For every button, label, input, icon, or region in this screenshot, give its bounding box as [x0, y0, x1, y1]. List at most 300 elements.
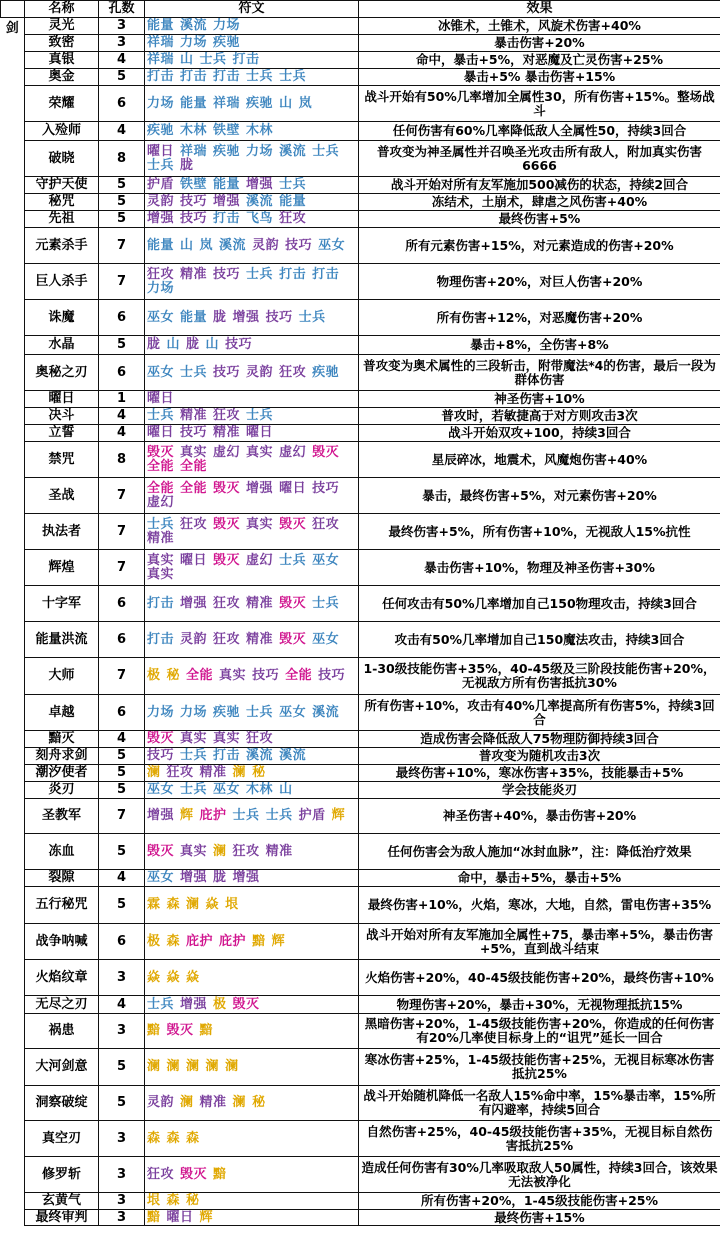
rune: 秘: [252, 1095, 266, 1110]
rune: 澜: [205, 1059, 220, 1074]
table-row: [1, 336, 720, 355]
runeword-name: 立誓: [25, 425, 99, 442]
hole-count: 6: [99, 622, 145, 658]
effect-text: 神圣伤害+40%，暴击伤害+20%: [359, 799, 720, 834]
rune: 全能: [186, 668, 214, 683]
rune-list: [145, 391, 359, 408]
rune: 澜: [147, 1059, 161, 1074]
hole-count: 3: [99, 1210, 145, 1226]
hole-count: 3: [99, 35, 145, 52]
rune-list: [145, 211, 359, 228]
effect-text: 最终伤害+5%，所有伤害+10%，无视敌人15%抗性: [359, 514, 720, 550]
rune: 森: [166, 933, 181, 949]
table-row: [1, 658, 720, 695]
rune: 澜: [166, 1059, 181, 1074]
rune: 焱: [147, 969, 161, 985]
rune: 全能: [147, 458, 175, 474]
effect-text: 所有元素伤害+15%，对元素造成的伤害+20%: [359, 228, 720, 264]
rune: 岚: [298, 95, 313, 111]
rune: 黯: [199, 1023, 214, 1038]
effect-text: 暴击伤害+10%，物理及神圣伤害+30%: [359, 550, 720, 586]
runeword-name: 水晶: [25, 336, 99, 355]
hole-count: 5: [99, 782, 145, 799]
rune-list: [145, 782, 359, 799]
rune: 毁灭: [312, 444, 340, 460]
rune-list: [145, 300, 359, 336]
effect-text: 战斗开始对所有友军施加500减伤的状态，持续2回合: [359, 177, 720, 194]
table-row: [1, 1086, 720, 1121]
runeword-name: 大河剑意: [25, 1049, 99, 1086]
effect-text: 普攻时，若敏捷高于对方则攻击3次: [359, 408, 720, 425]
runeword-name: 奥秘之刃: [25, 355, 99, 391]
effect-text: 所有伤害+10%，攻击有40%几率提高所有伤害5%，持续3回合: [359, 695, 720, 731]
table-row: [1, 834, 720, 870]
rune-list: [145, 622, 359, 658]
hole-count: 5: [99, 177, 145, 194]
rune: 毁灭: [279, 516, 307, 532]
runeword-name: 执法者: [25, 514, 99, 550]
rune: 曜日: [246, 425, 274, 440]
rune: 垠: [225, 897, 239, 912]
rune: 辉: [271, 933, 286, 949]
table-row: [1, 887, 720, 924]
rune: 辉: [331, 808, 346, 823]
table-row: [1, 765, 720, 782]
rune: 士兵: [180, 748, 208, 763]
rune: 曜日: [147, 391, 175, 406]
effect-text: 暴击+8%，全伤害+8%: [359, 336, 720, 355]
rune-list: [145, 194, 359, 211]
rune: 森: [166, 1130, 181, 1146]
rune: 疾驰: [213, 35, 241, 50]
table-row: [1, 425, 720, 442]
rune: 澜: [186, 897, 200, 912]
rune-list: [145, 264, 359, 300]
runeword-name: 修罗斩: [25, 1157, 99, 1193]
effect-text: 最终伤害+10%，火焰，寒冰，大地，自然，雷电伤害+35%: [359, 887, 720, 924]
rune: 澜: [180, 1095, 194, 1110]
rune: 毁灭: [279, 595, 307, 611]
runeword-name: 祸患: [25, 1014, 99, 1049]
rune-list: [145, 355, 359, 391]
hole-count: 4: [99, 996, 145, 1014]
rune: 真实: [180, 444, 208, 460]
table-row: [1, 194, 720, 211]
rune-list: [145, 731, 359, 748]
rune: 精准: [180, 266, 208, 282]
runeword-name: 致密: [25, 35, 99, 52]
rune-list: [145, 514, 359, 550]
hole-count: 3: [99, 960, 145, 996]
hole-count: 6: [99, 695, 145, 731]
rune: 打击: [147, 69, 175, 84]
rune: 能量: [180, 95, 208, 111]
rune: 打击: [279, 266, 307, 282]
runeword-name: 决斗: [25, 408, 99, 425]
rune: 胧: [147, 337, 161, 352]
rune: 真实: [219, 668, 247, 683]
rune: 力场: [246, 143, 274, 159]
table-row: [1, 695, 720, 731]
rune: 焱: [186, 969, 200, 985]
rune: 庇护: [199, 808, 227, 823]
rune: 虚幻: [246, 552, 274, 568]
rune-list: [145, 695, 359, 731]
rune: 山: [180, 52, 194, 67]
runeword-name: 真银: [25, 52, 99, 69]
hole-count: 4: [99, 731, 145, 748]
hole-count: 5: [99, 1086, 145, 1121]
effect-text: 冰锥术，土锥术，风旋术伤害+40%: [359, 18, 720, 35]
rune: 士兵: [147, 516, 175, 532]
rune: 铁壁: [213, 123, 241, 138]
table-row: [1, 122, 720, 141]
table-row: [1, 18, 720, 35]
rune: 士兵: [279, 552, 307, 568]
rune: 士兵: [312, 143, 340, 159]
runeword-name: 禁咒: [25, 442, 99, 478]
rune-list: [145, 1086, 359, 1121]
rune: 毁灭: [213, 516, 241, 532]
hole-count: 8: [99, 141, 145, 177]
rune-list: [145, 765, 359, 782]
rune: 士兵: [312, 595, 340, 611]
rune: 秘: [252, 765, 266, 780]
rune: 能量: [213, 177, 241, 192]
effect-text: 1-30级技能伤害+35%，40-45级及三阶段技能伤害+20%，无视敌方所有伤害抵抗30%: [359, 658, 720, 695]
rune: 士兵: [180, 782, 208, 797]
rune: 灵韵: [246, 364, 274, 380]
rune: 精准: [246, 595, 274, 611]
rune: 力场: [147, 704, 175, 720]
table-row: [1, 1193, 720, 1210]
rune: 士兵: [246, 408, 274, 423]
rune: 澜: [232, 1095, 247, 1110]
rune-list: [145, 425, 359, 442]
runeword-name: 五行秘咒: [25, 887, 99, 924]
hole-count: 5: [99, 748, 145, 765]
runeword-name: 曜日: [25, 391, 99, 408]
rune: 技巧: [285, 237, 313, 253]
hole-count: 7: [99, 658, 145, 695]
hole-count: 8: [99, 442, 145, 478]
rune-list: [145, 228, 359, 264]
rune: 增强: [180, 595, 208, 611]
rune: 胧: [180, 157, 194, 173]
rune: 胧: [213, 870, 227, 885]
rune: 山: [180, 237, 194, 253]
hole-count: 3: [99, 1157, 145, 1193]
hole-count: 7: [99, 550, 145, 586]
hole-count: 5: [99, 69, 145, 86]
rune-list: [145, 1157, 359, 1193]
hole-count: 4: [99, 425, 145, 442]
rune: 祥瑞: [147, 52, 175, 67]
runeword-name: 圣战: [25, 478, 99, 514]
rune: 毁灭: [213, 552, 241, 568]
runeword-name: 最终审判: [25, 1210, 99, 1226]
rune: 澜: [232, 765, 247, 780]
rune: 秘: [186, 1193, 200, 1208]
rune: 狂攻: [213, 595, 241, 611]
runeword-name: 玄黄气: [25, 1193, 99, 1210]
hole-count: 4: [99, 870, 145, 887]
runeword-name: 荣耀: [25, 86, 99, 122]
table-row: [1, 799, 720, 834]
rune: 黯: [147, 1209, 161, 1225]
rune: 巫女: [213, 782, 241, 797]
effect-text: 任何伤害会为敌人施加“冰封血脉”，注：降低治疗效果: [359, 834, 720, 870]
effect-text: 战斗开始随机降低一名敌人15%命中率，15%暴击率，15%所有闪避率，持续5回合: [359, 1086, 720, 1121]
table-body: [1, 18, 720, 1226]
table-row: [1, 300, 720, 336]
rune: 真实: [147, 552, 175, 568]
rune: 力场: [180, 35, 208, 50]
rune: 曜日: [166, 1209, 194, 1225]
rune: 护盾: [298, 808, 326, 823]
rune: 森: [166, 1193, 181, 1208]
table-row: [1, 1014, 720, 1049]
table-row: [1, 35, 720, 52]
rune: 霖: [147, 897, 161, 912]
runeword-name: 炎刃: [25, 782, 99, 799]
rune: 垠: [147, 1193, 161, 1208]
rune: 澜: [186, 1059, 200, 1074]
rune: 山: [279, 782, 293, 797]
effect-text: 命中，暴击+5%，暴击+5%: [359, 870, 720, 887]
rune: 曜日: [147, 425, 175, 440]
table-row: [1, 586, 720, 622]
rune-list: [145, 550, 359, 586]
rune: 焱: [166, 969, 181, 985]
rune: 打击: [312, 266, 340, 282]
rune: 胧: [213, 309, 227, 325]
rune: 士兵: [147, 996, 175, 1012]
rune: 能量: [147, 237, 175, 253]
rune: 打击: [213, 69, 241, 84]
hole-count: 5: [99, 211, 145, 228]
runeword-name: 能量洪流: [25, 622, 99, 658]
rune-list: [145, 799, 359, 834]
rune: 技巧: [225, 337, 253, 352]
runeword-name: 裂隙: [25, 870, 99, 887]
rune: 狂攻: [246, 731, 274, 746]
rune: 灵韵: [252, 237, 280, 253]
rune: 技巧: [252, 668, 280, 683]
rune: 技巧: [180, 425, 208, 440]
rune-list: [145, 658, 359, 695]
rune-list: [145, 122, 359, 141]
rune: 毁灭: [147, 843, 175, 859]
header-row: [1, 1, 720, 18]
hole-count: 5: [99, 1049, 145, 1086]
effect-text: 造成任何伤害有30%几率吸取敌人50属性，持续3回合，该效果无法被净化: [359, 1157, 720, 1193]
rune: 灵韵: [147, 194, 175, 209]
rune-list: [145, 870, 359, 887]
runeword-name: 冻血: [25, 834, 99, 870]
rune: 增强: [232, 309, 260, 325]
effect-text: 普攻变为奥术属性的三段斩击，附带魔法*4的伤害，最后一段为群体伤害: [359, 355, 720, 391]
effect-text: 普攻变为随机攻击3次: [359, 748, 720, 765]
runeword-name: 灵光: [25, 18, 99, 35]
rune: 祥瑞: [180, 143, 208, 159]
table-row: [1, 550, 720, 586]
rune: 技巧: [312, 480, 340, 496]
hole-count: 6: [99, 924, 145, 960]
rune: 山: [166, 337, 181, 352]
table-row: [1, 408, 720, 425]
table-row: [1, 228, 720, 264]
rune: 真实: [246, 516, 274, 532]
rune: 士兵: [246, 266, 274, 282]
effect-text: 普攻变为神圣属性并召唤圣光攻击所有敌人，附加真实伤害6666: [359, 141, 720, 177]
rune: 精准: [180, 408, 208, 423]
rune-list: [145, 1049, 359, 1086]
rune: 能量: [180, 309, 208, 325]
rune-list: [145, 442, 359, 478]
rune: 祥瑞: [213, 95, 241, 111]
rune: 溪流: [246, 748, 274, 763]
rune: 增强: [246, 177, 274, 192]
rune-list: [145, 924, 359, 960]
rune: 技巧: [213, 266, 241, 282]
effect-text: 所有伤害+12%，对恶魔伤害+20%: [359, 300, 720, 336]
rune: 全能: [147, 480, 175, 496]
runeword-name: 破晓: [25, 141, 99, 177]
effect-text: 暴击+5% 暴击伤害+15%: [359, 69, 720, 86]
rune: 巫女: [312, 552, 340, 568]
rune: 岚: [199, 237, 214, 253]
runeword-name: 辉煌: [25, 550, 99, 586]
rune: 技巧: [147, 748, 175, 763]
hole-count: 6: [99, 300, 145, 336]
rune: 力场: [180, 704, 208, 720]
table-row: [1, 1049, 720, 1086]
rune: 澜: [225, 1059, 239, 1074]
header-category: [1, 1, 25, 18]
runeword-name: 洞察破绽: [25, 1086, 99, 1121]
rune: 士兵: [147, 408, 175, 423]
rune: 山: [279, 95, 293, 111]
rune: 精准: [246, 631, 274, 647]
rune: 打击: [232, 52, 260, 67]
hole-count: 4: [99, 122, 145, 141]
rune: 溪流: [180, 18, 208, 33]
rune-list: [145, 18, 359, 35]
effect-text: 造成伤害会降低敌人75物理防御持续3回合: [359, 731, 720, 748]
table-row: [1, 514, 720, 550]
rune: 狂攻: [279, 211, 307, 226]
rune: 庇护: [219, 933, 247, 949]
rune: 疾驰: [213, 143, 241, 159]
rune: 狂攻: [312, 516, 340, 532]
hole-count: 3: [99, 18, 145, 35]
rune: 打击: [213, 211, 241, 226]
rune: 庇护: [186, 933, 214, 949]
effect-text: 战斗开始对所有友军施加全属性+75，暴击率+5%，暴击伤害+5%，直到战斗结束: [359, 924, 720, 960]
rune: 狂攻: [232, 843, 260, 859]
hole-count: 7: [99, 228, 145, 264]
table-row: [1, 86, 720, 122]
rune-list: [145, 35, 359, 52]
table-row: [1, 141, 720, 177]
hole-count: 7: [99, 264, 145, 300]
rune: 护盾: [147, 177, 175, 192]
runeword-name: 入殓师: [25, 122, 99, 141]
hole-count: 4: [99, 408, 145, 425]
rune: 森: [166, 897, 181, 912]
table-row: [1, 52, 720, 69]
rune-list: [145, 996, 359, 1014]
rune: 增强: [180, 870, 208, 885]
rune: 曜日: [147, 143, 175, 159]
hole-count: 5: [99, 765, 145, 782]
table-row: [1, 748, 720, 765]
rune: 力场: [147, 95, 175, 111]
rune: 溪流: [312, 704, 340, 720]
rune: 曜日: [279, 480, 307, 496]
rune: 溪流: [246, 194, 274, 209]
hole-count: 4: [99, 52, 145, 69]
effect-text: 物理伤害+20%，对巨人伤害+20%: [359, 264, 720, 300]
table-row: [1, 1157, 720, 1193]
category-cell: 剑: [5, 21, 19, 36]
rune: 打击: [213, 748, 241, 763]
table-row: [1, 870, 720, 887]
rune: 精准: [265, 843, 293, 859]
rune: 技巧: [318, 668, 346, 683]
header-holes: 孔数: [99, 1, 145, 18]
rune: 全能: [180, 458, 208, 474]
effect-text: 火焰伤害+20%，40-45级技能伤害+20%，最终伤害+10%: [359, 960, 720, 996]
runeword-name: 卓越: [25, 695, 99, 731]
rune: 曜日: [180, 552, 208, 568]
table-row: [1, 996, 720, 1014]
effect-text: 星辰碎冰，地震术，风魔炮伤害+40%: [359, 442, 720, 478]
header-name: 名称: [25, 1, 99, 18]
effect-text: 任何伤害有60%几率降低敌人全属性50，持续3回合: [359, 122, 720, 141]
rune: 黯: [147, 1023, 161, 1038]
rune: 森: [186, 1130, 200, 1146]
rune: 虚幻: [279, 444, 307, 460]
rune: 木林: [246, 123, 274, 138]
rune-list: [145, 960, 359, 996]
rune: 疾驰: [246, 95, 274, 111]
runeword-name: 巨人杀手: [25, 264, 99, 300]
rune: 增强: [147, 808, 175, 823]
rune: 技巧: [180, 211, 208, 226]
table-row: [1, 1121, 720, 1157]
rune: 毁灭: [147, 731, 175, 746]
hole-count: 7: [99, 799, 145, 834]
rune: 极: [147, 668, 161, 683]
effect-text: 学会技能炎刃: [359, 782, 720, 799]
effect-text: 命中，暴击+5%，对恶魔及亡灵伤害+25%: [359, 52, 720, 69]
rune: 黯: [252, 933, 266, 949]
effect-text: 寒冰伤害+25%，1-45级技能伤害+25%，无视目标寒冰伤害抵抗25%: [359, 1049, 720, 1086]
runeword-name: 诛魔: [25, 300, 99, 336]
table-row: [1, 264, 720, 300]
hole-count: 5: [99, 834, 145, 870]
rune: 虚幻: [213, 444, 241, 460]
rune: 士兵: [298, 309, 326, 325]
effect-text: 任何攻击有50%几率增加自己150物理攻击，持续3回合: [359, 586, 720, 622]
rune: 铁壁: [180, 177, 208, 192]
hole-count: 7: [99, 478, 145, 514]
rune: 焱: [205, 897, 220, 912]
runeword-name: 刻舟求剑: [25, 748, 99, 765]
rune: 增强: [147, 211, 175, 226]
